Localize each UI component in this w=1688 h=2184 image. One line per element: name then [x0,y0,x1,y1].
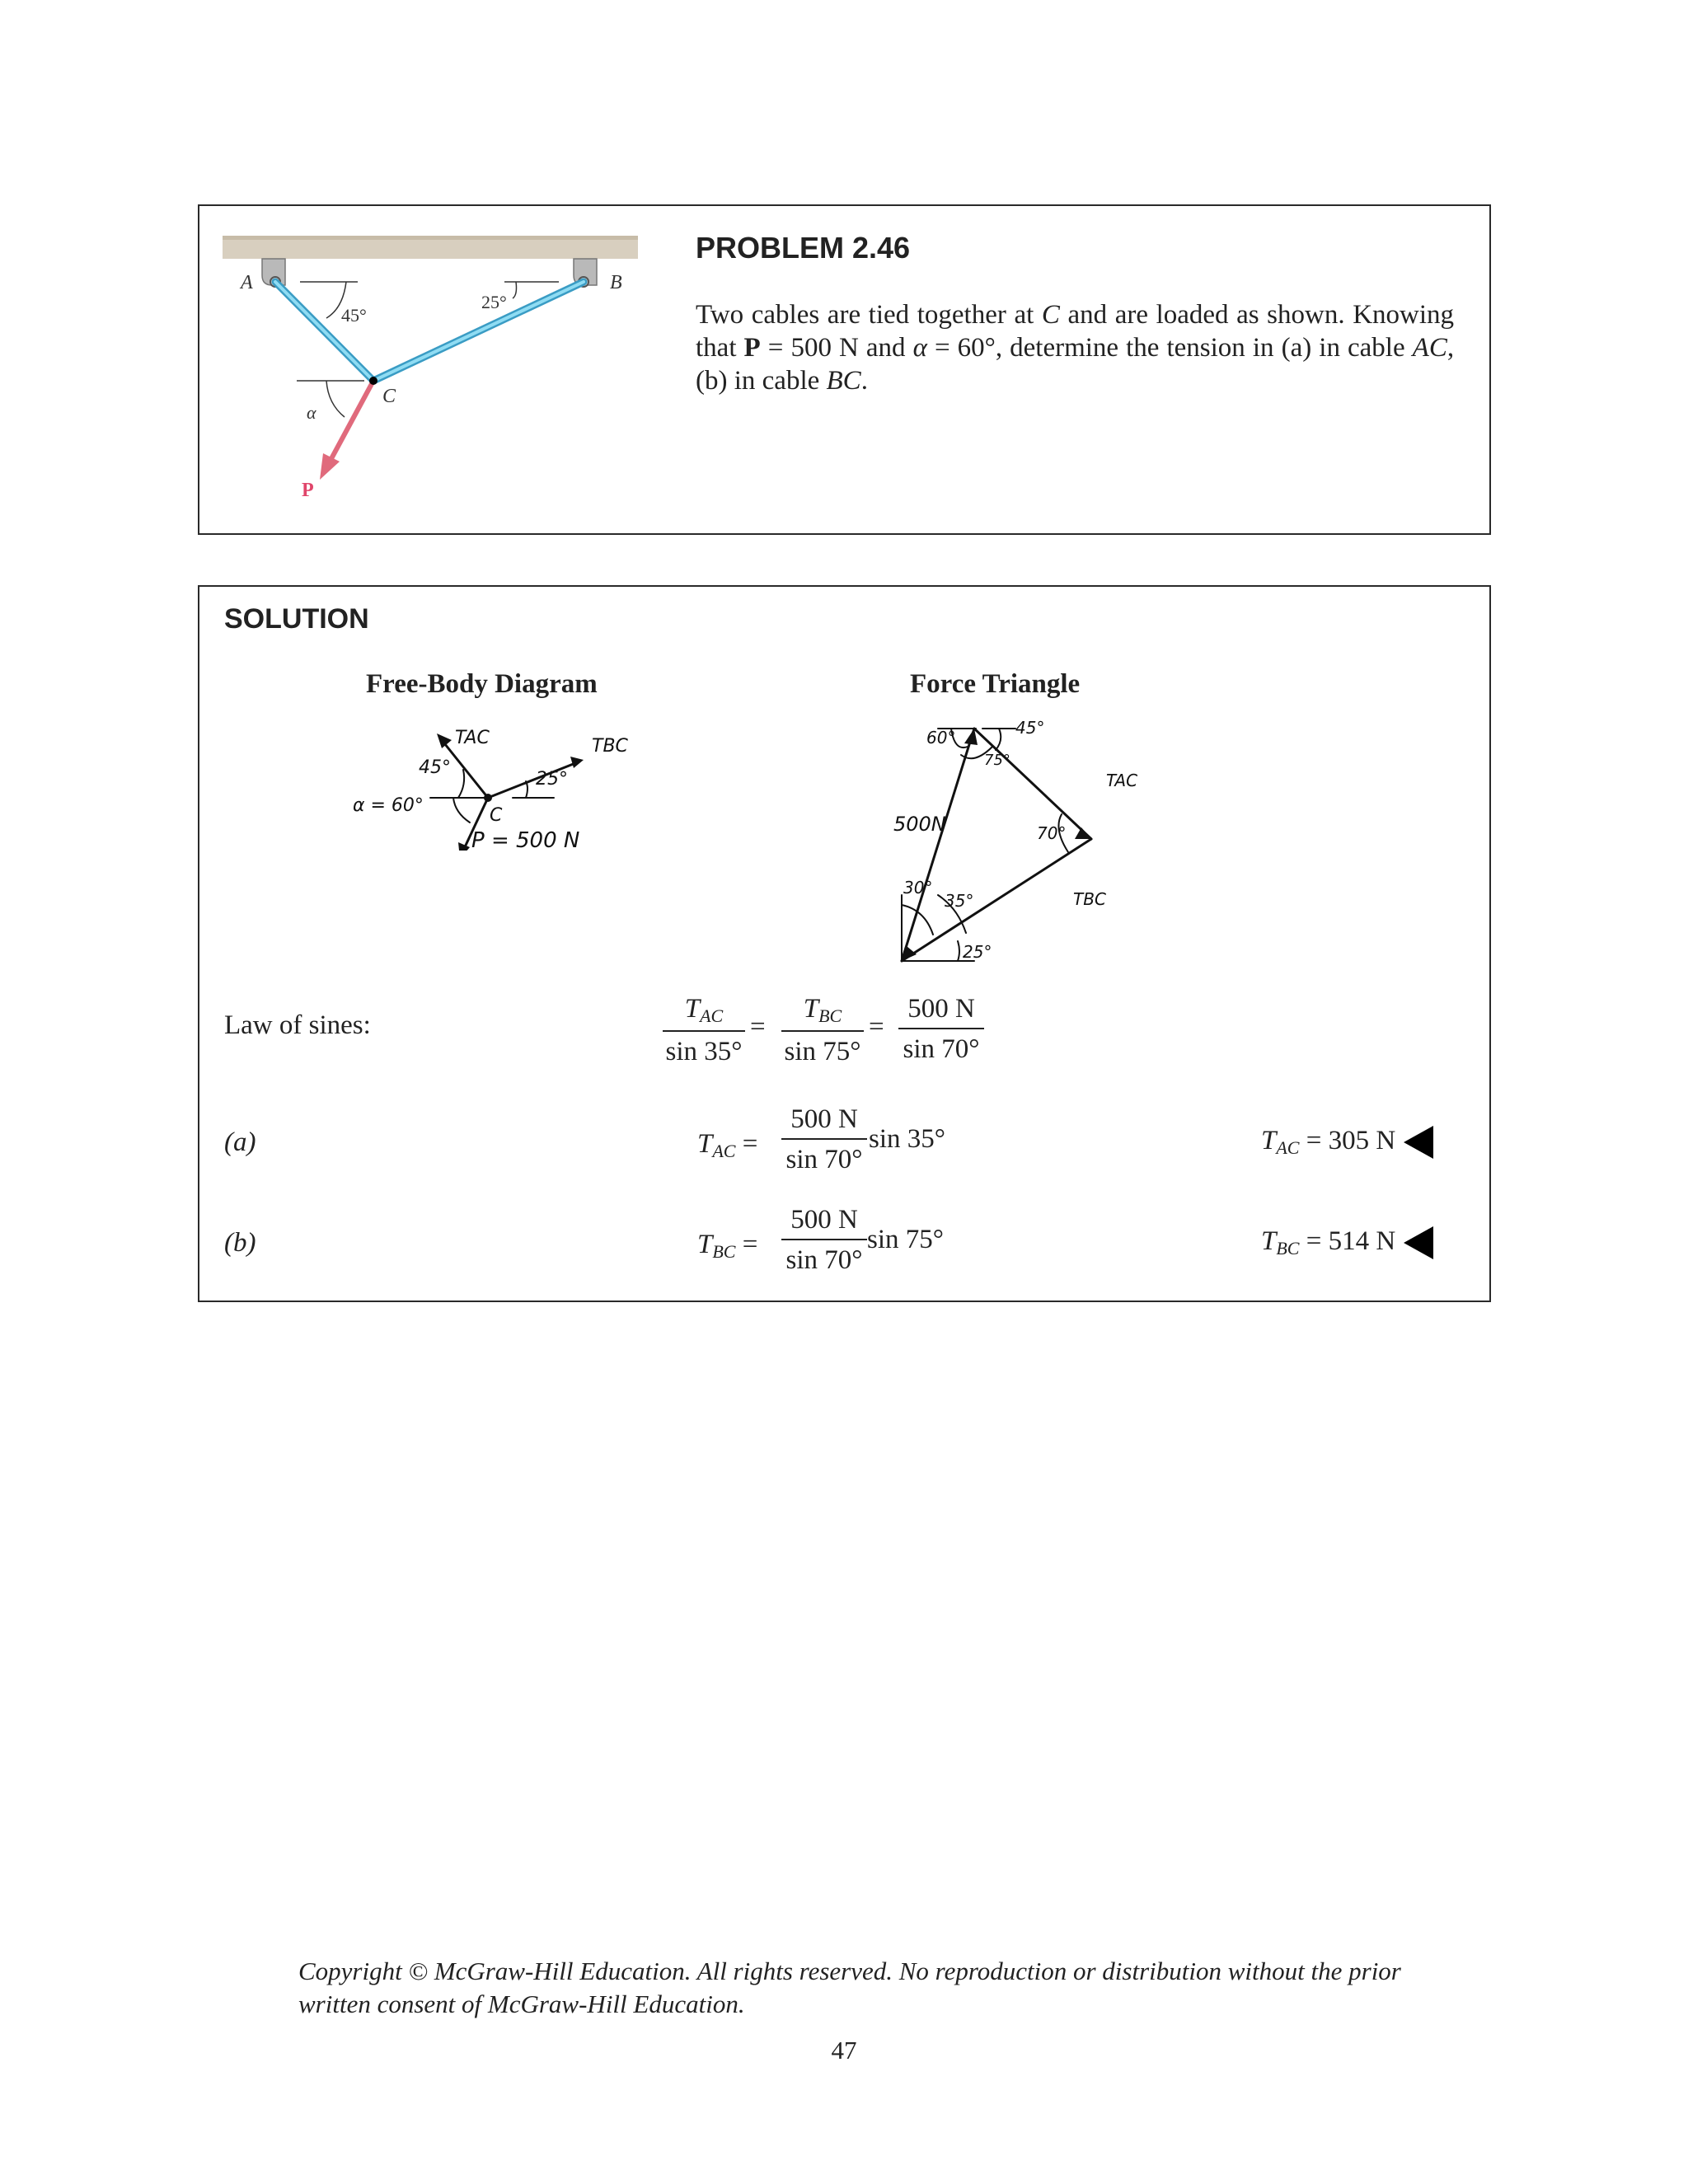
label-b: B [610,272,622,293]
problem-statement: Two cables are tied together at C and are loaded as shown. Knowing that P = 500 N and α = 60°, determine the tension in (a) in cable AC, (b) in cable BC. [696,300,1455,396]
fbd-arc-25 [526,781,528,798]
law-frac-tac [663,994,745,1067]
tri-tbc-arrowhead [1075,827,1091,839]
law-frac-tbc [781,994,864,1067]
fbd-load-arrowhead [458,842,470,851]
fbd-arc-45 [458,770,464,798]
part-a-factor: sin 35° [869,1124,945,1154]
tri-angle-60: 60° [926,728,956,748]
law-frac-load [898,994,984,1065]
fbd-load-label: P = 500 N [471,828,580,851]
problem-alpha-symbol: α [912,333,927,363]
copyright-notice: Copyright © McGraw-Hill Education. All rights reserved. No reproduction or distribution without the prior written consent of McGraw-Hill Education. [298,1957,1401,2018]
problem-part-a: (a) [1281,333,1312,363]
label-alpha: α [307,402,316,423]
part-b-fraction [781,1205,867,1276]
tri-angle-75: 75° [984,752,1010,769]
part-a-equals: = [742,1129,758,1159]
law-of-sines-label: Law of sines: [224,1010,371,1040]
problem-p-value: = 500 N and [767,333,906,363]
part-b-den: sin 70° [785,1245,863,1275]
tri-tbc-line [902,839,1091,961]
label-p: P [302,480,314,501]
label-c: C [382,386,396,407]
angle-25-label: 25° [481,292,507,312]
law-equals-1: = [750,1012,766,1042]
cable-bc-highlight [373,282,584,381]
part-a-fraction [781,1104,867,1175]
problem-cable-ac: AC [1412,333,1447,363]
law-load: 500 N [898,994,984,1029]
problem-text-intro: Two cables are tied together at [696,300,1034,330]
free-body-diagram [331,719,645,851]
fbd-joint [484,794,492,802]
tri-angle-25: 25° [963,942,992,962]
solution-title: SOLUTION [224,603,369,635]
problem-figure [199,206,645,536]
fbd-arc-alpha [453,798,470,823]
force-triangle [892,719,1205,982]
problem-p-symbol: P [743,333,761,363]
force-triangle-title: Force Triangle [910,669,1081,699]
tri-angle-35: 35° [945,891,974,911]
problem-title: PROBLEM 2.46 [696,231,911,265]
part-b-factor: sin 75° [867,1225,944,1254]
ceiling-edge [223,236,638,240]
fbd-point-c: C [490,805,503,826]
law-sub-ac: AC [700,1005,724,1026]
fbd-tbc-arrowhead [570,757,584,768]
fbd-title: Free-Body Diagram [366,669,598,699]
load-p-line [328,381,373,465]
law-sin75: sin 75° [784,1037,861,1066]
problem-text-b: in cable [734,366,820,396]
joint-c [369,377,377,385]
part-b-answer-sub: BC [1276,1238,1300,1258]
problem-text-a: in cable [1319,333,1405,363]
problem-alpha-value: = 60°, determine the tension in [934,333,1274,363]
tri-angle-30: 30° [903,878,933,898]
tri-tbc-label: TBC [1073,889,1106,909]
part-b-equals: = [742,1230,758,1259]
part-a-t: T [697,1129,713,1159]
angle-arc-alpha [326,381,345,417]
law-equals-2: = [869,1012,884,1042]
solution-box [198,585,1491,1302]
cable-ac-highlight [275,282,373,381]
part-b-label: (b) [224,1228,256,1258]
tri-load-label: 500N [893,813,946,836]
part-b-sub: BC [712,1241,736,1262]
part-a-answer [1261,1126,1433,1159]
answer-marker-icon [1404,1226,1433,1259]
tri-tac-label: TAC [1106,771,1138,790]
label-a: A [241,272,253,293]
fbd-angle-45: 45° [419,757,451,778]
load-p-arrowhead [320,453,340,480]
angle-arc-25 [513,282,517,298]
part-a-result: = 305 N [1306,1126,1396,1155]
problem-part-b: (b) [696,366,728,396]
part-a-den: sin 70° [785,1145,863,1174]
part-b-answer-t: T [1261,1226,1277,1256]
part-b-lhs [697,1230,757,1263]
law-sin35: sin 35° [665,1037,743,1066]
tri-angle-70: 70° [1037,823,1067,843]
part-b-answer [1261,1226,1433,1259]
part-b-num: 500 N [781,1205,867,1240]
part-b-result: = 514 N [1306,1226,1396,1256]
law-sin70: sin 70° [903,1034,980,1064]
fbd-angle-25: 25° [536,769,568,790]
part-a-num: 500 N [781,1104,867,1140]
part-a-answer-t: T [1261,1126,1277,1155]
answer-marker-icon [1404,1126,1433,1159]
problem-box [198,204,1491,535]
angle-45-label: 45° [341,305,367,326]
tri-arc-45 [996,729,1001,750]
part-a-label: (a) [224,1127,256,1157]
fbd-tbc-label: TBC [592,736,628,757]
problem-point-c: C [1041,300,1060,330]
problem-cable-bc: BC [826,366,861,396]
law-sub-bc: BC [818,1005,842,1026]
part-a-lhs [697,1129,757,1162]
part-a-answer-sub: AC [1276,1137,1300,1158]
part-b-t: T [697,1230,713,1259]
fbd-tac-arrowhead [437,733,452,748]
fbd-tac-label: TAC [455,728,490,748]
law-t-bc: T [803,994,819,1024]
tri-angle-45: 45° [1015,719,1045,738]
tri-arc-25 [958,941,959,961]
problem-text-mid: and are loaded as shown. Knowing that [696,300,1455,363]
page-number: 47 [831,2036,857,2064]
law-t-ac: T [684,994,701,1024]
part-a-sub: AC [712,1141,736,1161]
tri-tac-line [974,729,1091,839]
fbd-alpha-label: α = 60° [353,795,424,816]
